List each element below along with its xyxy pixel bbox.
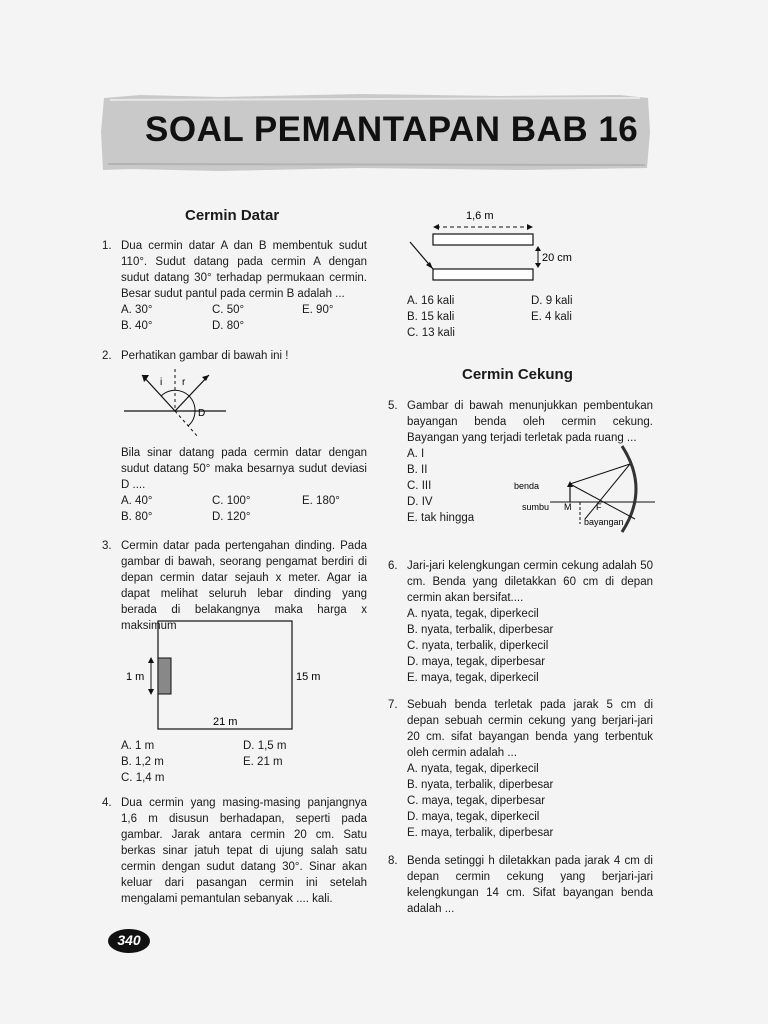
question-text: Perhatikan gambar di bawah ini ! <box>121 350 289 362</box>
option-e[interactable]: E. 90° <box>302 304 334 316</box>
label-sumbu: sumbu <box>522 502 550 512</box>
option-a[interactable]: A. 40° <box>121 495 153 507</box>
question-3-options <box>121 738 367 786</box>
option-d[interactable]: D. maya, tegak, diperbesar <box>407 656 546 668</box>
option-e[interactable]: E. tak hingga <box>407 512 475 524</box>
option-d[interactable]: D. 9 kali <box>531 295 573 307</box>
chapter-banner <box>100 92 651 172</box>
option-a[interactable]: A. 16 kali <box>407 295 455 307</box>
page-title: SOAL PEMANTAPAN BAB 16 <box>145 110 639 149</box>
option-c[interactable]: C. III <box>407 480 432 492</box>
option-d[interactable]: D. 1,5 m <box>243 740 287 752</box>
question-text: Benda setinggi h diletakkan pada jarak 4 cm di depan cermin cekung yang berjari-jari kelengkungan 14 cm. Sifat bayangan benda adalah ... <box>407 855 653 915</box>
option-b[interactable]: B. II <box>407 464 428 476</box>
label-m: M <box>564 502 572 512</box>
question-number: 8. <box>388 855 398 867</box>
option-c[interactable]: C. nyata, terbalik, diperkecil <box>407 640 549 652</box>
question-text: Dua cermin yang masing-masing panjangnya 1,6 m disusun berhadapan, seperti pada gambar. Jarak antara cermin 20 cm. Satu berkas sinar jatuh tepat di ujung salah satu cermin dengan sudut datang 30°. Sinar akan keluar dari pasangan cermin ini setelah mengalami pemantulan sebanyak .... kali. <box>121 797 367 905</box>
question-text: Sebuah benda terletak pada jarak 5 cm di depan sebuah cermin cekung yang berjari-jari 20 cm. sifat bayangan benda yang terbentuk oleh cermin adalah ... <box>407 699 653 759</box>
wall-mirror-figure <box>118 615 328 733</box>
question-text: Dua cermin datar A dan B membentuk sudut 110°. Sudut datang pada cermin A dengan sudut datang 30° terhadap permukaan cermin. Besar sudut pantul pada cermin B adalah ... <box>121 240 367 300</box>
label-d: D <box>198 408 206 419</box>
question-text: Jari-jari kelengkungan cermin cekung adalah 50 cm. Benda yang diletakkan 60 cm di depan cermin akan bersifat.... <box>407 560 653 604</box>
option-e[interactable]: E. 4 kali <box>531 311 572 323</box>
question-text-2: Bila sinar datang pada cermin datar dengan sudut datang 50° maka besarnya sudut deviasi D .... <box>121 447 367 491</box>
option-c[interactable]: C. 13 kali <box>407 327 455 339</box>
section-title-cermin-cekung: Cermin Cekung <box>462 366 573 383</box>
option-a[interactable]: A. 1 m <box>121 740 155 752</box>
label-1m: 1 m <box>126 671 145 683</box>
question-text: Cermin datar pada pertengahan dinding. Pada gambar di bawah, seorang pengamat berdiri di depan cermin datar sejauh x meter. Agar ia dapat melihat seluruh lebar dinding yang berada di belakangnya maka harga x maksimum <box>121 540 367 632</box>
section-title-cermin-datar: Cermin Datar <box>185 207 280 224</box>
option-c[interactable]: C. 1,4 m <box>121 772 165 784</box>
question-number: 2. <box>102 350 112 362</box>
option-b[interactable]: B. 80° <box>121 511 153 523</box>
option-e[interactable]: E. 180° <box>302 495 340 507</box>
question-2-continued <box>121 445 367 525</box>
option-e[interactable]: E. 21 m <box>243 756 283 768</box>
label-1-6m: 1,6 m <box>466 210 494 222</box>
option-d[interactable]: D. 80° <box>212 320 245 332</box>
question-number: 7. <box>388 699 398 711</box>
option-e[interactable]: E. maya, tegak, diperkecil <box>407 672 539 684</box>
option-e[interactable]: E. maya, terbalik, diperbesar <box>407 827 554 839</box>
label-21m: 21 m <box>213 716 238 728</box>
option-c[interactable]: C. 50° <box>212 304 245 316</box>
option-b[interactable]: B. 15 kali <box>407 311 455 323</box>
option-a[interactable]: A. 30° <box>121 304 153 316</box>
page-number-badge <box>107 928 151 954</box>
question-number: 6. <box>388 560 398 572</box>
option-c[interactable]: C. 100° <box>212 495 251 507</box>
label-i: i <box>160 377 163 388</box>
question-text: Gambar di bawah menunjukkan pembentukan bayangan benda oleh cermin cekung. Bayangan yang terjadi terletak pada ruang ... <box>407 400 653 444</box>
option-a[interactable]: A. nyata, tegak, diperkecil <box>407 763 539 775</box>
option-d[interactable]: D. 120° <box>212 511 251 523</box>
option-d[interactable]: D. maya, tegak, diperkecil <box>407 811 540 823</box>
option-d[interactable]: D. IV <box>407 496 433 508</box>
page-number: 340 <box>117 932 141 948</box>
parallel-mirrors-figure <box>398 206 588 288</box>
label-f: F <box>596 502 602 512</box>
concave-mirror-figure <box>510 444 660 534</box>
option-b[interactable]: B. 40° <box>121 320 153 332</box>
label-20cm: 20 cm <box>542 252 572 264</box>
option-b[interactable]: B. nyata, terbalik, diperbesar <box>407 779 554 791</box>
question-4-options <box>407 293 647 341</box>
option-a[interactable]: A. nyata, tegak, diperkecil <box>407 608 539 620</box>
option-b[interactable]: B. 1,2 m <box>121 756 164 768</box>
label-15m: 15 m <box>296 671 321 683</box>
question-number: 1. <box>102 240 112 252</box>
label-benda: benda <box>514 481 540 491</box>
question-number: 3. <box>102 540 112 552</box>
question-number: 4. <box>102 797 112 809</box>
option-b[interactable]: B. nyata, terbalik, diperbesar <box>407 624 554 636</box>
label-r: r <box>182 377 186 388</box>
question-number: 5. <box>388 400 398 412</box>
option-a[interactable]: A. I <box>407 448 425 460</box>
reflection-angle-figure <box>120 365 230 443</box>
option-c[interactable]: C. maya, tegak, diperbesar <box>407 795 546 807</box>
label-bayangan: bayangan <box>584 517 624 527</box>
